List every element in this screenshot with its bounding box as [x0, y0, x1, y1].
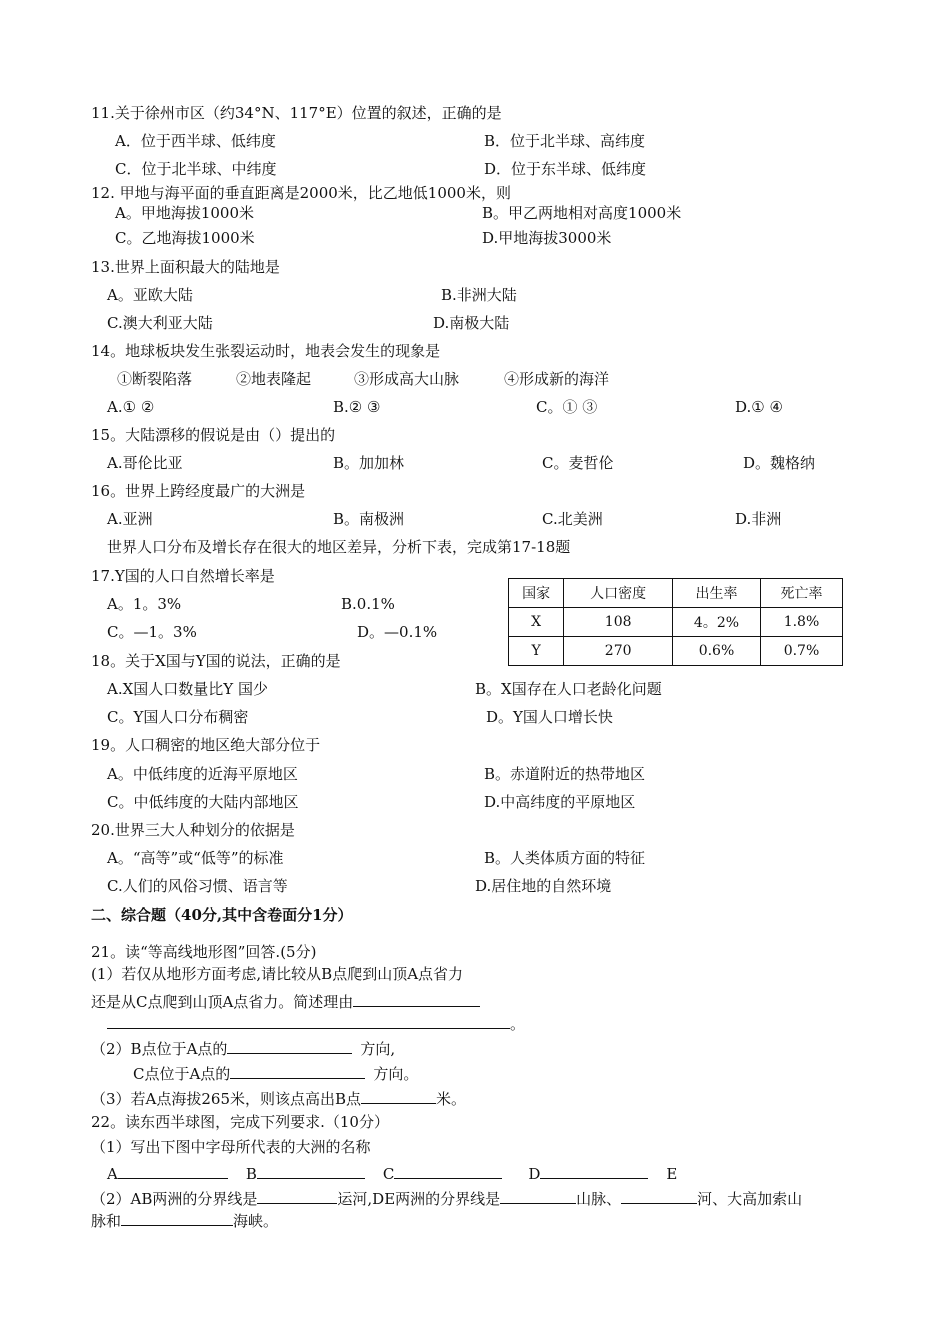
q18-option-b: B。X国存在人口老龄化问题 [475, 680, 662, 698]
q17-option-c: C。—1。3% [107, 623, 197, 641]
answer-blank[interactable] [361, 1088, 436, 1104]
table-cell: 0.6% [673, 637, 761, 666]
q11-option-c: C．位于北半球、中纬度 [115, 160, 277, 178]
table-header-cell: 国家 [509, 579, 564, 608]
q22-stem: 22。读东西半球图，完成下列要求.（10分） [91, 1113, 389, 1131]
q12-option-b: B。甲乙两地相对高度1000米 [482, 204, 682, 222]
q13-option-c: C.澳大利亚大陆 [107, 314, 213, 332]
label-d: D [528, 1165, 541, 1183]
q14-option-b: B.② ③ [333, 398, 381, 416]
q14-option-a: A.① ② [107, 398, 155, 416]
label-c: C [382, 1165, 395, 1183]
q18-stem: 18。关于X国与Y国的说法，正确的是 [91, 652, 341, 670]
answer-blank[interactable] [118, 1163, 228, 1179]
q14-option-c: C。① ③ [536, 398, 598, 416]
q22-continent-blanks [107, 1163, 677, 1184]
q22-part2-line2 [91, 1210, 278, 1231]
q22-part2-text-c: 山脉、 [576, 1190, 622, 1208]
q22-part2-text-f: 海峡。 [233, 1212, 279, 1230]
q21-part3 [91, 1088, 466, 1109]
q17-option-d: D。—0.1% [357, 623, 438, 641]
table-header-cell: 死亡率 [760, 579, 842, 608]
q20-option-b: B。人类体质方面的特征 [484, 849, 646, 867]
q20-option-d: D.居住地的自然环境 [475, 877, 612, 895]
q21-part2-text-c: C点位于A点的 [133, 1065, 231, 1083]
q20-option-a: A。“高等”或“低等”的标准 [107, 849, 284, 867]
q13-stem: 13.世界上面积最大的陆地是 [91, 258, 280, 276]
q21-part3-end: 米。 [436, 1090, 467, 1108]
q12-option-c: C。乙地海拔1000米 [115, 229, 255, 247]
answer-blank[interactable] [353, 991, 480, 1007]
population-table [508, 578, 843, 666]
q20-stem: 20.世界三大人种划分的依据是 [91, 821, 295, 839]
q21-part2-line1 [91, 1038, 395, 1059]
q22-part2-text-d: 河、大高加索山 [697, 1190, 803, 1208]
answer-blank[interactable] [107, 1013, 510, 1029]
q21-part1-end: 。 [510, 1015, 526, 1033]
q19-option-c: C。中低纬度的大陆内部地区 [107, 793, 299, 811]
q22-part2-line1 [91, 1188, 802, 1209]
q21-part1-line2 [91, 991, 480, 1012]
table-cell: 1.8% [760, 608, 842, 637]
q18-option-c: C。Y国人口分布稠密 [107, 708, 249, 726]
table-cell: Y [509, 637, 564, 666]
q15-option-c: C。麦哲伦 [542, 454, 614, 472]
table-header-cell: 人口密度 [564, 579, 673, 608]
q13-option-b: B.非洲大陆 [441, 286, 517, 304]
q11-option-b: B．位于北半球、高纬度 [484, 132, 646, 150]
q14-statement-2: ②地表隆起 [236, 370, 312, 388]
q21-part2-text-b: （2）B点位于A点的 [91, 1040, 228, 1058]
q19-stem: 19。人口稠密的地区绝大部分位于 [91, 736, 321, 754]
answer-blank[interactable] [500, 1188, 576, 1204]
q14-statement-3: ③形成高大山脉 [354, 370, 460, 388]
q22-part1: （1）写出下图中字母所代表的大洲的名称 [91, 1138, 371, 1156]
answer-blank[interactable] [257, 1163, 365, 1179]
answer-blank[interactable] [230, 1063, 365, 1079]
table-row [509, 637, 843, 666]
table-cell: 108 [564, 608, 673, 637]
q14-statement-4: ④形成新的海洋 [504, 370, 610, 388]
q16-option-a: A.亚洲 [107, 510, 153, 528]
q12-stem: 12. 甲地与海平面的垂直距离是2000米，比乙地低1000米，则 [91, 184, 511, 202]
q21-stem: 21。读“等高线地形图”回答.(5分) [91, 943, 317, 961]
label-e: E [666, 1165, 678, 1183]
q12-option-d: D.甲地海拔3000米 [482, 229, 612, 247]
answer-blank[interactable] [621, 1188, 697, 1204]
q13-option-a: A。亚欧大陆 [107, 286, 193, 304]
q21-part1-text: 还是从C点爬到山顶A点省力。简述理由 [91, 993, 354, 1011]
table-header-row [509, 579, 843, 608]
q21-part2-direction-b: 方向, [360, 1040, 396, 1058]
q17-option-a: A。1。3% [107, 595, 182, 613]
q15-option-a: A.哥伦比亚 [107, 454, 183, 472]
q14-option-d: D.① ④ [735, 398, 783, 416]
q13-option-d: D.南极大陆 [433, 314, 510, 332]
q21-part1-line3 [107, 1013, 525, 1034]
q17-stem: 17.Y国的人口自然增长率是 [91, 567, 275, 585]
q22-part2-text-b: 运河,DE两洲的分界线是 [337, 1190, 501, 1208]
q19-option-d: D.中高纬度的平原地区 [484, 793, 636, 811]
q14-stem: 14。地球板块发生张裂运动时，地表会发生的现象是 [91, 342, 441, 360]
q22-part2-text-a: （2）AB两洲的分界线是 [91, 1190, 258, 1208]
q20-option-c: C.人们的风俗习惯、语言等 [107, 877, 288, 895]
table-row [509, 608, 843, 637]
answer-blank[interactable] [540, 1163, 648, 1179]
answer-blank[interactable] [227, 1038, 352, 1054]
table-cell: X [509, 608, 564, 637]
q14-statement-1: ①断裂陷落 [117, 370, 193, 388]
section-2-heading: 二、综合题（40分,其中含卷面分1分） [91, 906, 353, 924]
q15-option-d: D。魏格纳 [743, 454, 816, 472]
q21-part2-line2 [133, 1063, 418, 1084]
answer-blank[interactable] [257, 1188, 337, 1204]
table-cell: 270 [564, 637, 673, 666]
q18-option-d: D。Y国人口增长快 [486, 708, 613, 726]
q19-option-b: B。赤道附近的热带地区 [484, 765, 646, 783]
q16-option-d: D.非洲 [735, 510, 782, 528]
table-header-cell: 出生率 [673, 579, 761, 608]
table-cell: 4。2% [673, 608, 761, 637]
q15-stem: 15。大陆漂移的假说是由（）提出的 [91, 426, 336, 444]
q19-option-a: A。中低纬度的近海平原地区 [107, 765, 298, 783]
q15-option-b: B。加加林 [333, 454, 405, 472]
table-cell: 0.7% [760, 637, 842, 666]
label-b: B [245, 1165, 257, 1183]
q22-part2-text-e: 脉和 [91, 1212, 122, 1230]
q11-stem: 11.关于徐州市区（约34°N、117°E）位置的叙述，正确的是 [91, 104, 502, 122]
q21-part2-direction-c: 方向。 [373, 1065, 419, 1083]
q17-option-b: B.0.1% [341, 595, 395, 613]
q16-option-b: B。南极洲 [333, 510, 405, 528]
q21-part1-line1: (1）若仅从地形方面考虑,请比较从B点爬到山顶A点省力 [91, 965, 464, 983]
q18-option-a: A.X国人口数量比Y 国少 [107, 680, 268, 698]
q16-option-c: C.北美洲 [542, 510, 603, 528]
q21-part3-text: （3）若A点海拔265米，则该点高出B点 [91, 1090, 362, 1108]
q17-18-intro: 世界人口分布及增长存在很大的地区差异，分析下表，完成第17-18题 [107, 538, 571, 556]
label-a: A [107, 1165, 118, 1183]
q11-option-a: A．位于西半球、低纬度 [115, 132, 276, 150]
q12-option-a: A。甲地海拔1000米 [115, 204, 255, 222]
q16-stem: 16。世界上跨经度最广的大洲是 [91, 482, 306, 500]
answer-blank[interactable] [121, 1210, 233, 1226]
q11-option-d: D．位于东半球、低纬度 [484, 160, 647, 178]
answer-blank[interactable] [394, 1163, 502, 1179]
